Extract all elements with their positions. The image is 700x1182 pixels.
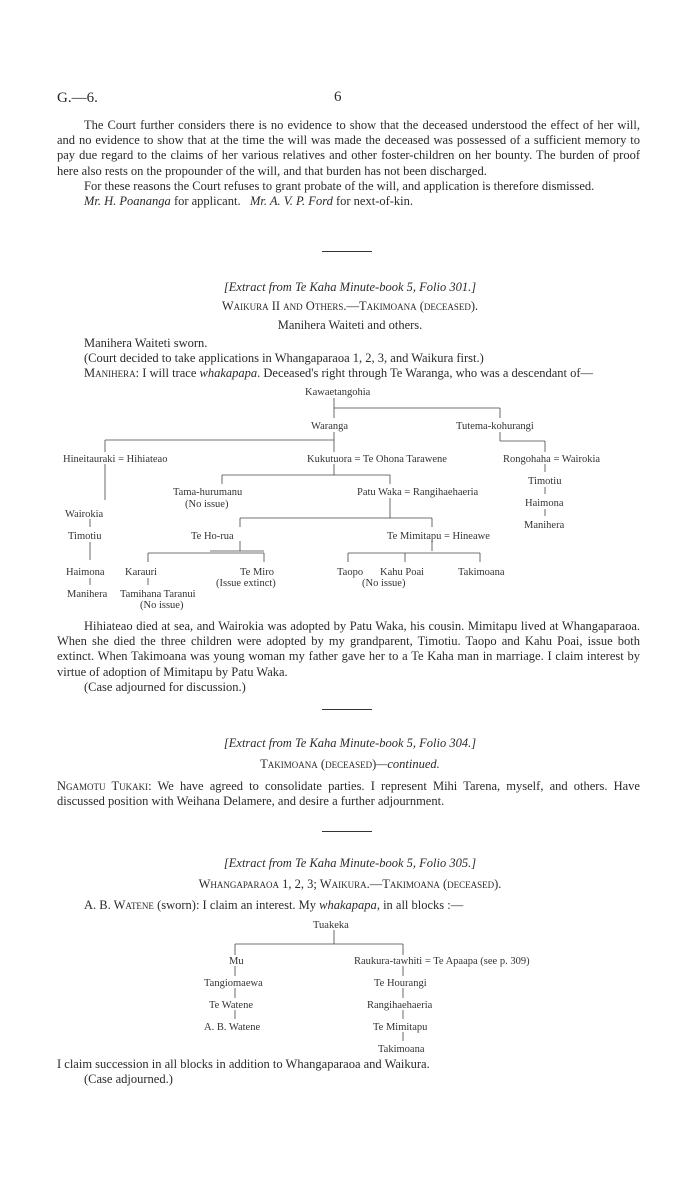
tree1-tutema: Tutema-kohurangi [456, 421, 534, 432]
term-whakapapa-2: whakapapa [319, 898, 377, 912]
section2-title: Takimoana (deceased)—continued. [260, 757, 440, 771]
intro-paragraph-2: For these reasons the Court refuses to grant probate of the will, and application is therefore dismissed. [84, 178, 595, 193]
speaker-statement: Manihera: I will trace whakapapa. Deceased's right through Te Waranga, who was a descendant of— [84, 366, 594, 381]
tree1-haimona-right: Haimona [525, 498, 564, 509]
tree1-haimona-left: Haimona [66, 567, 105, 578]
speaker-name: Manihera [84, 366, 136, 381]
section3-adjourned: (Case adjourned.) [84, 1072, 173, 1087]
tree1-timotiu-left: Timotiu [68, 531, 102, 542]
intro-paragraph-1: The Court further considers there is no evidence to show that the deceased understood the effect of her will, and no evidence to show that at the time the will was made the deceased was possessed of a sufficient memory to pay due regard to the claims of her various relatives and other foster-children on her bounty. The burden of proof here also rests on the propounder of the will, and that burden has not been discharged. [57, 118, 640, 178]
tree1-tamihana: Tamihana Taranui [120, 589, 196, 600]
sworn-line: Manihera Waiteti sworn. [84, 336, 208, 350]
tree2-rangihaehaeria: Rangihaehaeria [367, 1000, 433, 1011]
tree2-tangiomaewa: Tangiomaewa [204, 978, 263, 989]
section3-claim [57, 1057, 640, 1087]
tree2-te-hourangi: Te Hourangi [374, 978, 427, 989]
applicant-counsel: Mr. H. Poananga [84, 194, 171, 209]
tree1-tama-note: (No issue) [185, 499, 229, 510]
tree1-te-horua: Te Ho-rua [191, 531, 234, 542]
tree1-te-miro-note: (Issue extinct) [216, 578, 276, 589]
kin-role: for next-of-kin. [332, 194, 414, 209]
tree2-te-watene: Te Watene [209, 1000, 253, 1011]
section3-title: Whangaparaoa 1, 2, 3; Waikura.—Takimoana (deceased). [198, 877, 502, 891]
tree1-kukutuora: Kukutuora = Te Ohona Tarawene [307, 454, 447, 465]
tree1-karauri: Karauri [125, 567, 158, 578]
tree1-takimoana: Takimoana [458, 567, 505, 578]
tree1-manihera-right: Manihera [524, 520, 565, 531]
term-whakapapa: whakapapa [199, 366, 258, 381]
narrative-paragraph: Hihiateao died at sea, and Wairokia was adopted by Patu Waka, his cousin. Mimitapu lived at Whangaparaoa. When she died the three children were adopted by my grandparent, Timotiu. Taopo and Kahu Poai, issue both extinct. When Takimoana was young woman my father gave her to a Te Kaha man in marriage. I claim interest by virtue of adoption of Mimitapu by Patu Waka. [57, 619, 640, 679]
section3-extract: [Extract from Te Kaha Minute-book 5, Folio 305.] [223, 856, 477, 870]
kin-counsel: Mr. A. V. P. Ford [249, 194, 333, 209]
tree1-rongohaha: Rongohaha = Wairokia [503, 454, 601, 465]
section1-extract: [Extract from Te Kaha Minute-book 5, Folio 301.] [223, 280, 477, 294]
tree1-taopo: Taopo [337, 567, 364, 578]
tree2-te-mimitapu: Te Mimitapu [373, 1022, 428, 1033]
tree1-wairokia: Wairokia [65, 509, 104, 520]
tree1-te-miro: Te Miro [240, 567, 274, 578]
section3-statement: A. B. Watene (sworn): I claim an interest. My whakapapa, in all blocks :— [84, 898, 464, 912]
page-number: 6 [334, 89, 342, 105]
tree1-kahu-note: (No issue) [362, 578, 406, 589]
tree1-te-mimitapu: Te Mimitapu = Hineawe [387, 531, 490, 542]
tree2-ab-watene: A. B. Watene [204, 1022, 261, 1033]
tree1-manihera-left: Manihera [67, 589, 108, 600]
tree1-timotiu-right: Timotiu [528, 476, 562, 487]
tree2-raukura: Raukura-tawhiti = Te Apaapa (see p. 309) [354, 956, 530, 967]
applicant-role: for applicant. [170, 194, 241, 209]
court-note: (Court decided to take applications in Whangaparaoa 1, 2, 3, and Waikura first.) [84, 351, 484, 366]
tree1-patu-waka: Patu Waka = Rangihaehaeria [357, 487, 479, 498]
tree2-takimoana: Takimoana [378, 1044, 425, 1055]
section3-speaker: A. B. Watene [84, 898, 154, 912]
section2-statement: Ngamotu Tukaki: We have agreed to consolidate parties. I represent Mihi Tarena, myself, and others. Have discussed position with Weihana Delamere, and desire a further adjournment. [57, 779, 640, 809]
section1-adjourned: (Case adjourned for discussion.) [84, 679, 246, 694]
tree1-tama-hurumanu: Tama-hurumanu [173, 487, 243, 498]
page-header-ref: G.—6. [57, 90, 98, 106]
section2-speaker: Ngamotu Tukaki [57, 779, 149, 793]
tree1-kawaetangohia: Kawaetangohia [305, 387, 371, 398]
claim-line: I claim succession in all blocks in addition to Whangaparaoa and Waikura. [57, 1057, 430, 1071]
section1-parties: Manihera Waiteti and others. [277, 318, 423, 332]
tree1-kahu-poai: Kahu Poai [380, 567, 425, 578]
section1-title: Waikura II and Others.—Takimoana (deceased). [221, 299, 479, 313]
tree1-hineitauraki: Hineitauraki = Hihiateao [63, 454, 168, 465]
tree1-tamihana-note: (No issue) [140, 600, 184, 611]
tree1-waranga: Waranga [311, 421, 349, 432]
tree2-tuakeka: Tuakeka [313, 920, 349, 931]
tree2-mu: Mu [229, 956, 244, 967]
section2-extract: [Extract from Te Kaha Minute-book 5, Folio 304.] [223, 736, 477, 750]
